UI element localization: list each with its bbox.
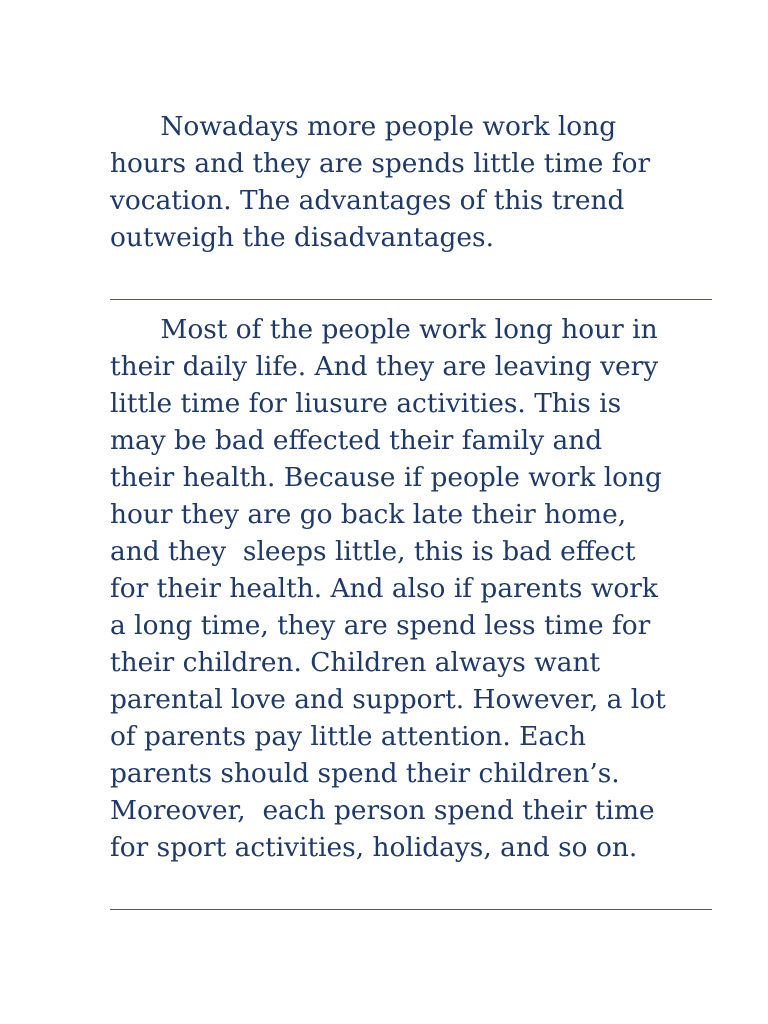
paragraph-line: a long time, they are spend less time for bbox=[110, 610, 651, 641]
paragraph-line: Nowadays more people work long bbox=[160, 111, 617, 142]
paragraph-1 bbox=[110, 71, 712, 293]
paragraph-2 bbox=[110, 274, 712, 903]
paragraph-line: little time for liusure activities. This is bbox=[110, 388, 622, 419]
paragraph-line: hour they are go back late their home, bbox=[110, 499, 627, 530]
paragraph-line: of parents pay little attention. Each bbox=[110, 721, 586, 752]
paragraph-block-1 bbox=[110, 71, 712, 300]
paragraph-line: Most of the people work long hour in bbox=[160, 314, 658, 345]
paragraph-divider bbox=[110, 909, 712, 910]
paragraph-line: parents should spend their children’s. bbox=[110, 758, 620, 789]
paragraph-line: their daily life. And they are leaving very bbox=[110, 351, 659, 382]
paragraph-line: may be bad effected their family and bbox=[110, 425, 603, 456]
paragraph-line: Moreover, each person spend their time bbox=[110, 795, 655, 826]
paragraph-line: hours and they are spends little time for bbox=[110, 148, 651, 179]
paragraph-line: vocation. The advantages of this trend bbox=[110, 185, 625, 216]
paragraph-line: and they sleeps little, this is bad effect bbox=[110, 536, 636, 567]
paragraph-line: for their health. And also if parents work bbox=[110, 573, 658, 604]
paragraph-line: parental love and support. However, a lot bbox=[110, 684, 666, 715]
paragraph-line: for sport activities, holidays, and so on. bbox=[110, 832, 638, 863]
paragraph-line: their children. Children always want bbox=[110, 647, 601, 678]
paragraph-line: outweigh the disadvantages. bbox=[110, 222, 494, 253]
paragraph-block-2 bbox=[110, 274, 712, 910]
paragraph-line: their health. Because if people work long bbox=[110, 462, 662, 493]
